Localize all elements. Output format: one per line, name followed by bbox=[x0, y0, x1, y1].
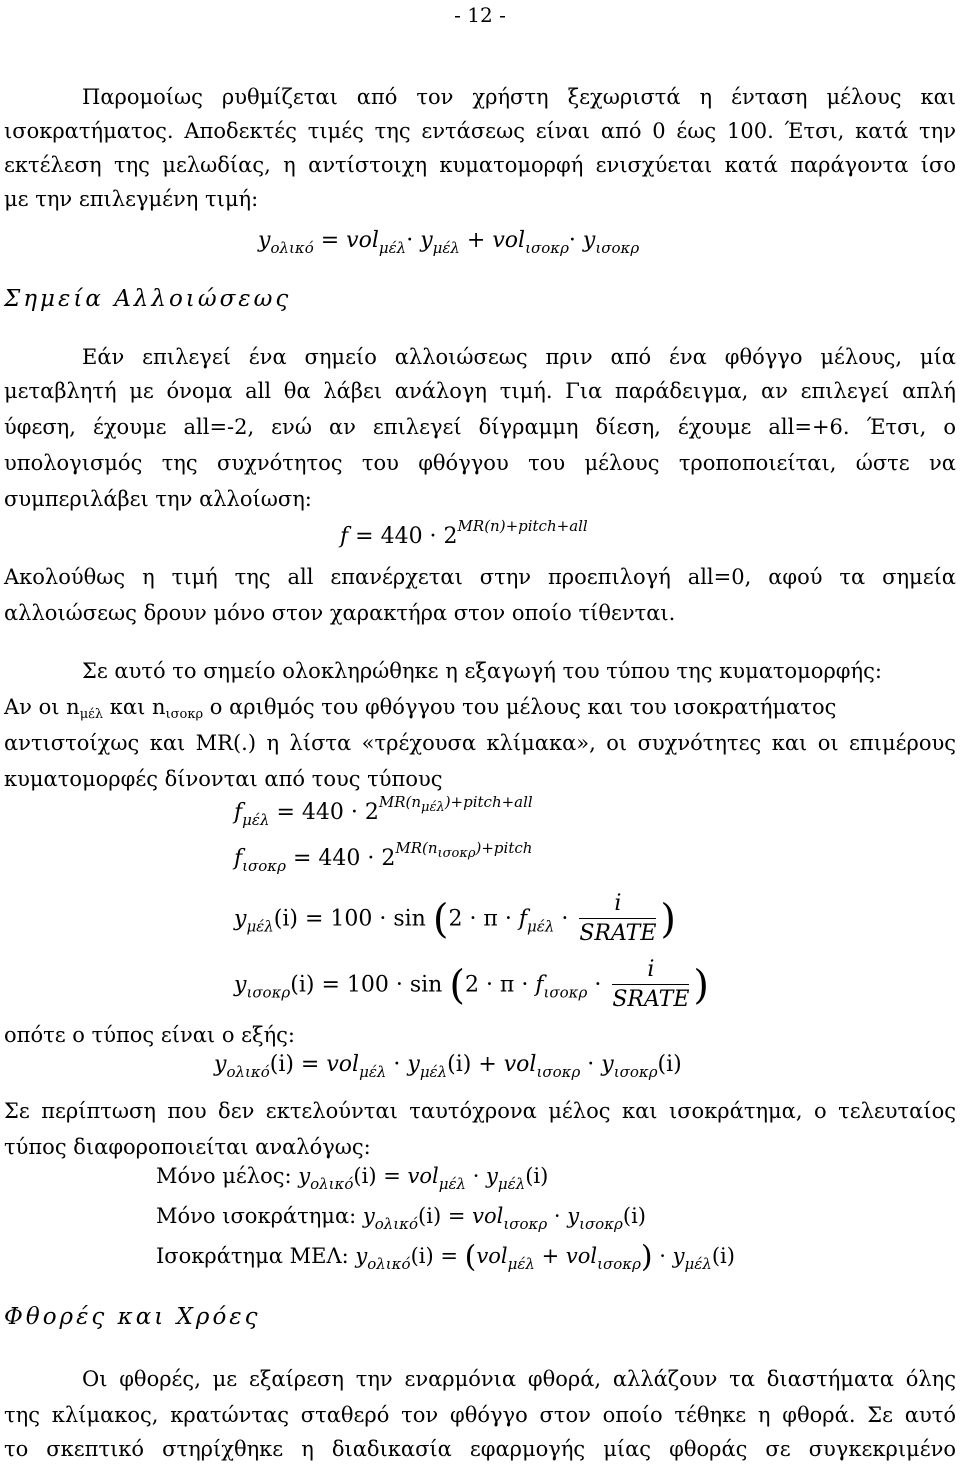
paragraph-line: Σε περίπτωση που δεν εκτελούνται ταυτόχρονα μέλος και ισοκράτημα, ο τελευταίος bbox=[4, 1099, 956, 1123]
case-isokratima: Μόνο ισοκράτημα: $y_{o\lambda\iota\kappa ό}(i) = vol_{\iota\sigma o\kappa\rho} \cdot y_{\iota\sigma o\kappa\rho}(i)$ bbox=[156, 1204, 646, 1233]
equation-frequency: $f = 440 \cdot 2^{MR(n)+pitch+all}$ bbox=[340, 517, 588, 549]
paragraph-line: Αν οι nμέλ και nισοκρ ο αριθμός του φθόγγου του μέλους και του ισοκρατήματος bbox=[4, 695, 837, 722]
paragraph-line: Σε αυτό το σημείο ολοκληρώθηκε η εξαγωγή του τύπου της κυματομορφής: bbox=[82, 659, 882, 683]
paragraph-line: Ακολούθως η τιμή της all επανέρχεται στην προεπιλογή all=0, αφού τα σημεία bbox=[4, 565, 956, 589]
paragraph-line: το σκεπτικό στηρίχθηκε η διαδικασία εφαρμογής μίας φθοράς σε συγκεκριμένο bbox=[4, 1437, 956, 1461]
page-number: - 12 - bbox=[454, 3, 506, 27]
paragraph-line: τύπος διαφοροποιείται αναλόγως: bbox=[4, 1135, 371, 1159]
equation-total: $y_{o\lambda\iota\kappa ό}(i) = vol_{\mu έ\lambda} \cdot y_{\mu έ\lambda}(i) + vol_{\iota\sigma o\kappa\rho} \cdot y_{\iota\sigma o\kappa\rho}(i)$ bbox=[214, 1052, 682, 1081]
paragraph-line: οπότε ο τύπος είναι ο εξής: bbox=[4, 1023, 295, 1047]
paragraph-line: εκτέλεση της μελωδίας, η αντίστοιχη κυματομορφή ενισχύεται κατά παράγοντα ίσο bbox=[4, 153, 956, 177]
paragraph-line: Οι φθορές, με εξαίρεση την εναρμόνια φθορά, αλλάζουν τα διαστήματα όλης bbox=[82, 1367, 956, 1391]
section-heading: Σημεία Αλλοιώσεως bbox=[4, 286, 292, 312]
paragraph-line: κυματομορφές δίνονται από τους τύπους bbox=[4, 767, 443, 791]
paragraph-line: συμπεριλάβει την αλλοίωση: bbox=[4, 487, 312, 511]
equation-y-mel: $y_{\mu έ\lambda}(i) = 100 \cdot \sin (2 \cdot \pi \cdot f_{\mu έ\lambda}$ · $\frac{i}{\text{SRATE}}$ ) bbox=[234, 891, 676, 946]
paragraph-line: αντιστοίχως και MR(.) η λίστα «τρέχουσα κλίμακα», οι συχνότητες και οι επιμέρους bbox=[4, 731, 956, 755]
equation-f-mel: $f_{\mu έ\lambda} = 440 \cdot 2^{MR(n\mu έ\lambda)+pitch+all}$ bbox=[234, 793, 533, 829]
paragraph-line: μεταβλητή με όνομα all θα λάβει ανάλογη τιμή. Για παράδειγμα, αν επιλεγεί απλή bbox=[4, 379, 956, 403]
paragraph-line: Παρομοίως ρυθμίζεται από τον χρήστη ξεχωριστά η ένταση μέλους και bbox=[82, 85, 956, 109]
paragraph-line: Εάν επιλεγεί ένα σημείο αλλοιώσεως πριν από ένα φθόγγο μέλους, μία bbox=[82, 345, 956, 369]
equation-volume: $y_{o\lambda\iota\kappa ό} = vol_{\mu έ\lambda}\cdot y_{\mu έ\lambda} + vol_{\iota\sigma o\kappa\rho}\cdot y_{\iota\sigma o\kappa\rho}$ bbox=[258, 228, 640, 257]
paragraph-line: με την επιλεγμένη τιμή: bbox=[4, 187, 259, 211]
case-melos: Μόνο μέλος: $y_{o\lambda\iota\kappa ό}(i) = vol_{\mu έ\lambda} \cdot y_{\mu έ\lambda}(i)$ bbox=[156, 1164, 549, 1193]
paragraph-line: υπολογισμός της συχνότητος του φθόγγου του μέλους τροποποιείται, ώστε να bbox=[4, 451, 956, 475]
case-isokratima-mel: Ισοκράτημα ΜΕΛ: $y_{o\lambda\iota\kappa ό}(i) = (vol_{\mu έ\lambda} + vol_{\iota\sigma o\kappa\rho}) \cdot y_{\mu έ\lambda}(i)$ bbox=[156, 1239, 735, 1275]
equation-f-iso: $f_{\iota\sigma o\kappa\rho} = 440 \cdot 2^{MR(n\iota\sigma o\kappa\rho)+pitch}$ bbox=[234, 839, 533, 875]
paragraph-line: αλλοιώσεως δρουν μόνο στον χαρακτήρα στον οποίο τίθενται. bbox=[4, 601, 676, 625]
section-heading: Φθορές και Χρόες bbox=[4, 1304, 261, 1330]
paragraph-line: ισοκρατήματος. Αποδεκτές τιμές της εντάσεως είναι από 0 έως 100. Έτσι, κατά την bbox=[4, 119, 956, 143]
paragraph-line: της κλίμακος, κρατώντας σταθερό τον φθόγγο στον οποίο τέθηκε η φθορά. Σε αυτό bbox=[4, 1403, 956, 1427]
equation-y-iso: $y_{\iota\sigma o\kappa\rho}(i) = 100 \cdot \sin (2 \cdot \pi \cdot f_{\iota\sigma o\kappa\rho}$ · $\frac{i}{\text{SRATE}}$ ) bbox=[234, 957, 709, 1012]
paragraph-line: ύφεση, έχουμε all=-2, ενώ αν επιλεγεί δίγραμμη δίεση, έχουμε all=+6. Έτσι, ο bbox=[4, 415, 956, 439]
